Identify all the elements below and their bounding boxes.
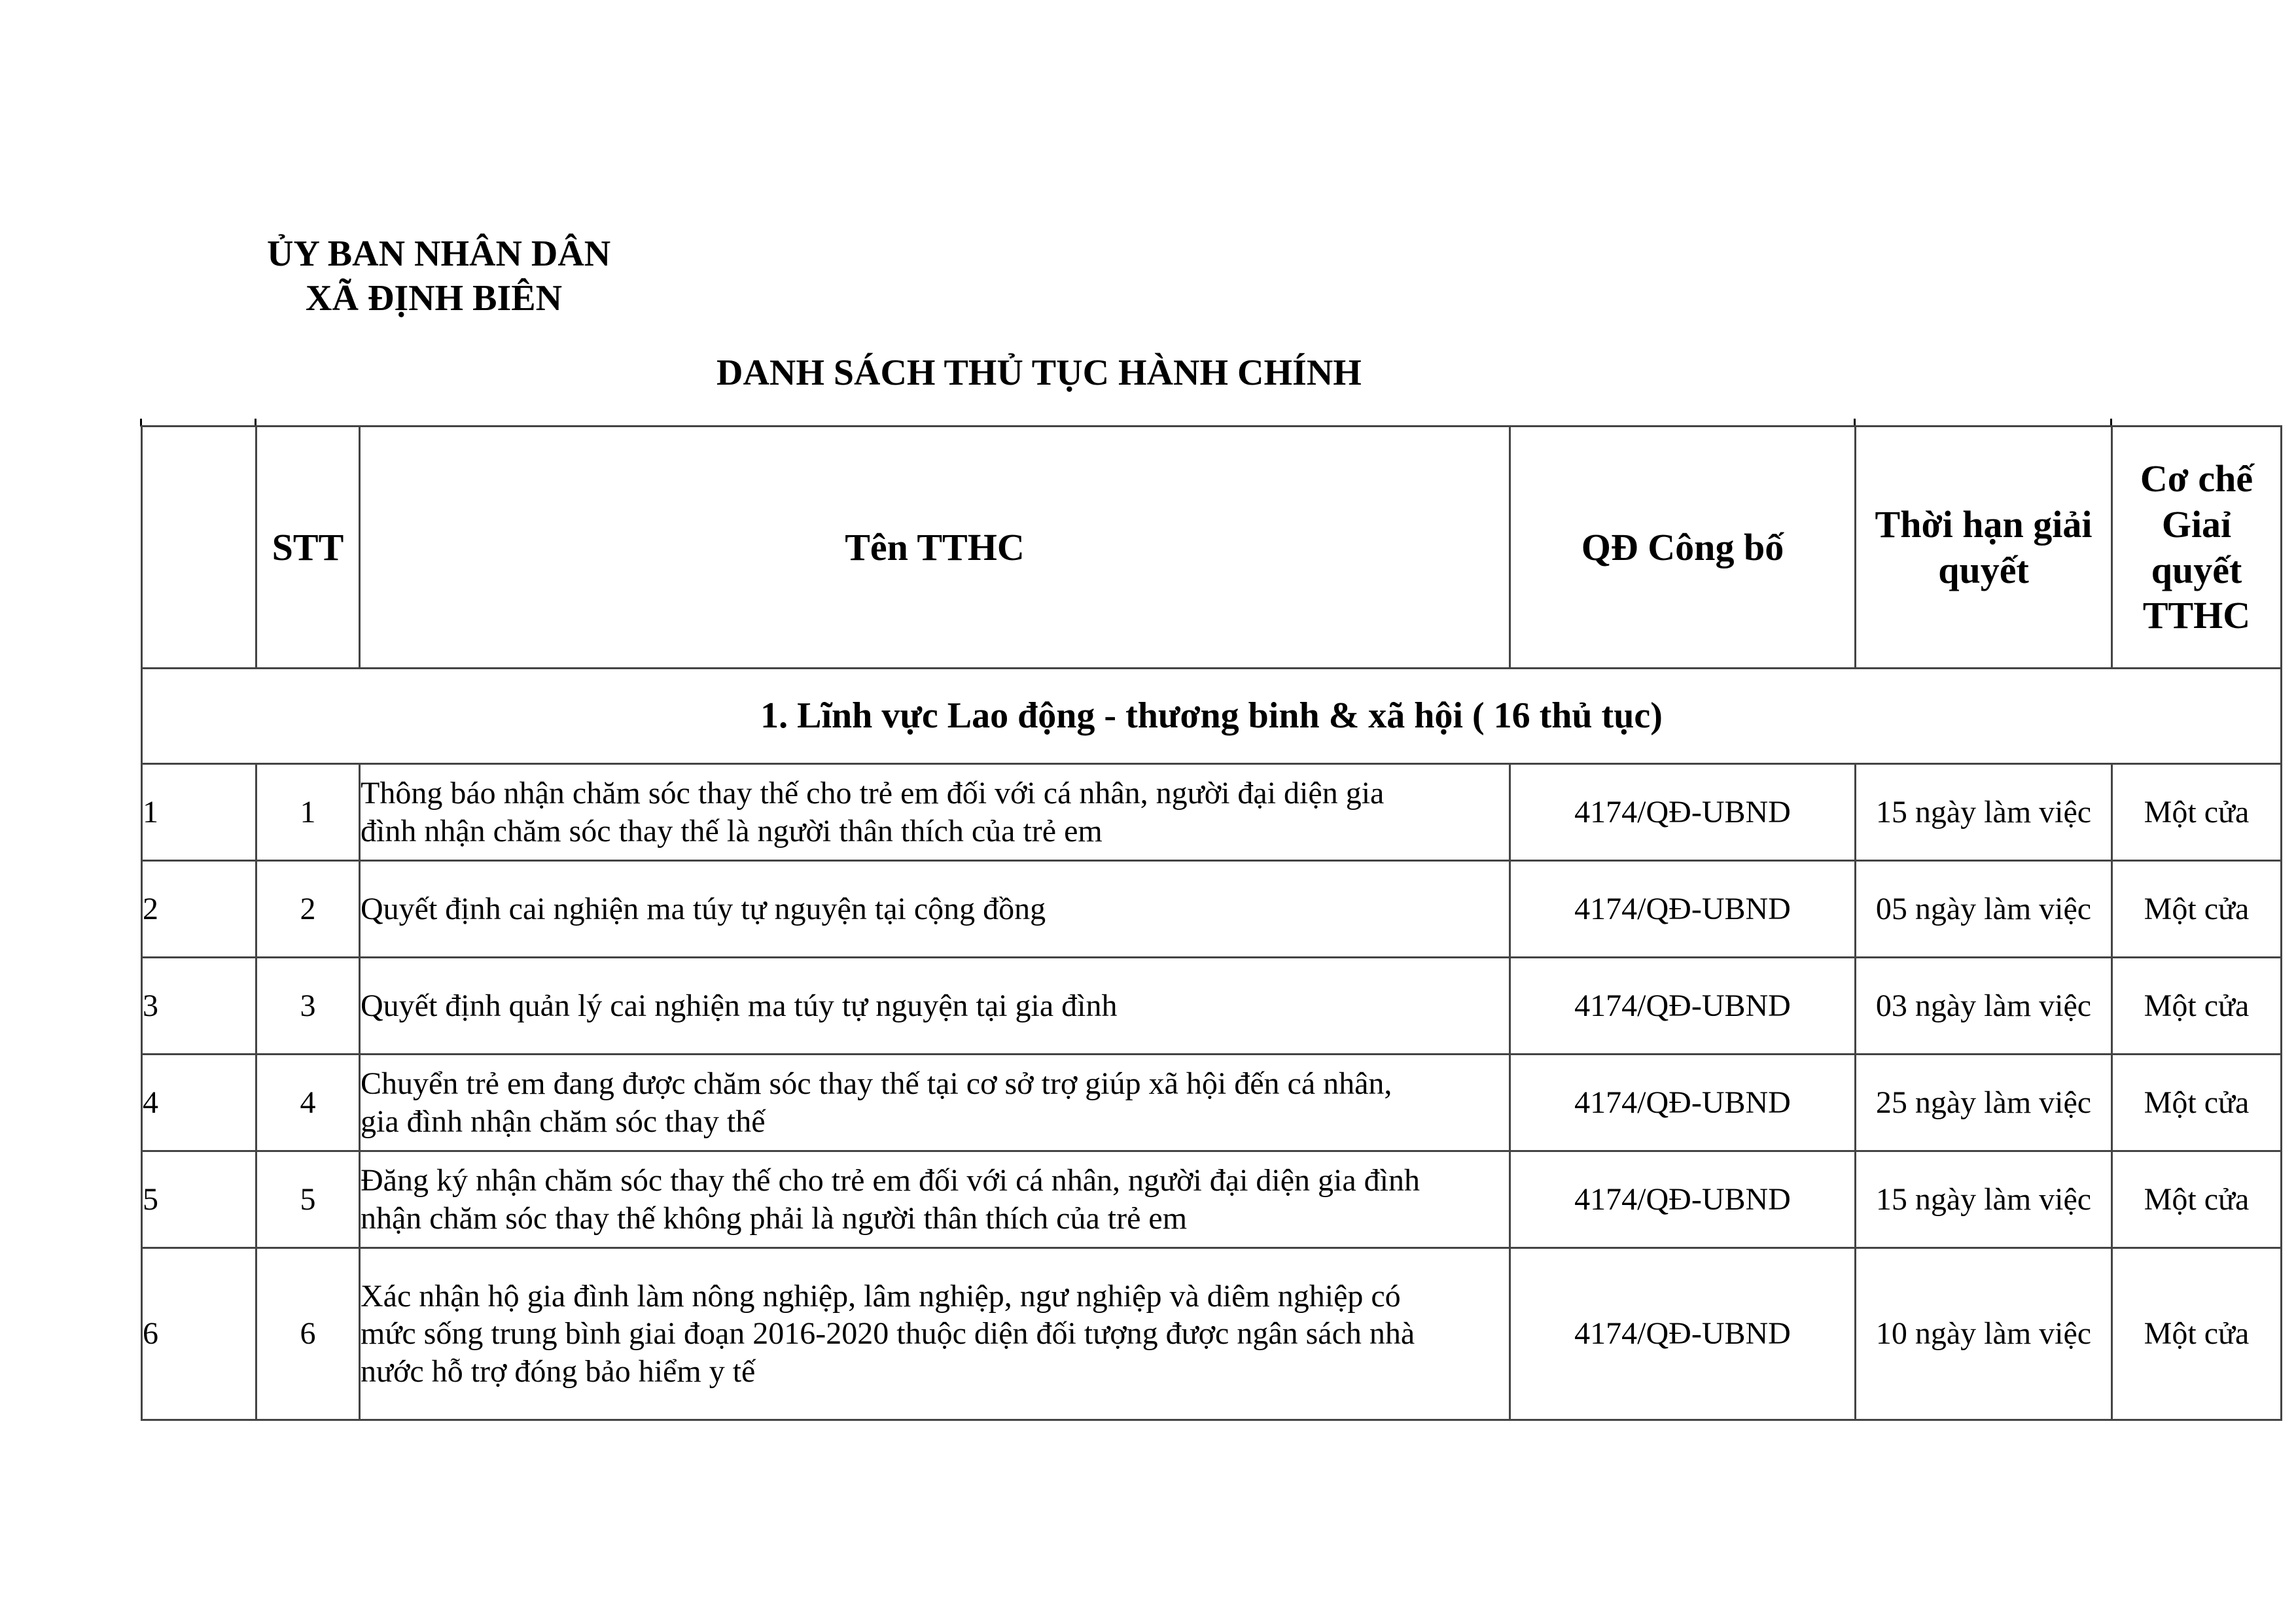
row-deadline: 05 ngày làm việc	[1856, 861, 2112, 958]
procedure-name-line: gia đình nhận chăm sóc thay thế	[361, 1104, 766, 1139]
table-row	[142, 1248, 2282, 1420]
procedure-name-line: mức sống trung bình giai đoạn 2016-2020 thuộc diện đối tượng được ngân sách nhà	[361, 1316, 1415, 1352]
row-index: 4	[142, 1055, 256, 1151]
row-stt: 3	[256, 958, 360, 1055]
procedure-name-line: Xác nhận hộ gia đình làm nông nghiệp, lâm nghiệp, ngư nghiệp và diêm nghiệp có	[361, 1278, 1401, 1314]
organization-name: ỦY BAN NHÂN DÂN	[267, 234, 611, 274]
header-mechanism-line: Cơ chế	[2140, 457, 2253, 500]
row-mechanism: Một cửa	[2112, 764, 2282, 861]
header-name: Tên TTHC	[360, 427, 1510, 669]
table-row	[142, 764, 2282, 861]
row-decision: 4174/QĐ-UBND	[1510, 1055, 1856, 1151]
procedure-name-line: đình nhận chăm sóc thay thế là người thân thích của trẻ em	[361, 813, 1103, 848]
row-procedure-name	[360, 1151, 1510, 1248]
header-decision: QĐ Công bố	[1510, 427, 1856, 669]
procedure-name-line: Quyết định cai nghiện ma túy tự nguyện tại cộng đồng	[361, 891, 1046, 926]
row-procedure-name	[360, 958, 1510, 1055]
row-index: 6	[142, 1248, 256, 1420]
header-stt: STT	[256, 427, 360, 669]
row-stt: 6	[256, 1248, 360, 1420]
procedure-name-line: Thông báo nhận chăm sóc thay thế cho trẻ em đối với cá nhân, người đại diện gia	[361, 775, 1385, 811]
row-mechanism: Một cửa	[2112, 1248, 2282, 1420]
row-index: 1	[142, 764, 256, 861]
row-deadline: 10 ngày làm việc	[1856, 1248, 2112, 1420]
row-decision: 4174/QĐ-UBND	[1510, 958, 1856, 1055]
table-row	[142, 1151, 2282, 1248]
row-decision: 4174/QĐ-UBND	[1510, 861, 1856, 958]
header-mechanism	[2112, 427, 2282, 669]
procedure-name-line: Chuyển trẻ em đang được chăm sóc thay thế tại cơ sở trợ giúp xã hội đến cá nhân,	[361, 1066, 1392, 1101]
procedure-name-line: Đăng ký nhận chăm sóc thay thế cho trẻ em đối với cá nhân, người đại diện gia đình	[361, 1162, 1421, 1198]
table-row	[142, 958, 2282, 1055]
header-deadline-line: quyết	[1938, 548, 2029, 591]
row-stt: 2	[256, 861, 360, 958]
procedures-table	[141, 425, 2282, 1421]
table-row	[142, 1055, 2282, 1151]
row-index: 5	[142, 1151, 256, 1248]
row-deadline: 25 ngày làm việc	[1856, 1055, 2112, 1151]
procedure-name-line: nước hỗ trợ đóng bảo hiểm y tế	[361, 1353, 756, 1389]
row-index: 2	[142, 861, 256, 958]
header-mechanism-line: TTHC	[2142, 594, 2251, 637]
table-header-row	[142, 427, 2282, 669]
row-decision: 4174/QĐ-UBND	[1510, 1151, 1856, 1248]
table-row	[142, 861, 2282, 958]
section-row	[142, 669, 2282, 764]
header-deadline-line: Thời hạn giải	[1875, 502, 2093, 546]
header-blank-cell	[142, 427, 256, 669]
row-decision: 4174/QĐ-UBND	[1510, 764, 1856, 861]
header-deadline	[1856, 427, 2112, 669]
row-stt: 5	[256, 1151, 360, 1248]
row-decision: 4174/QĐ-UBND	[1510, 1248, 1856, 1420]
row-deadline: 15 ngày làm việc	[1856, 764, 2112, 861]
row-index: 3	[142, 958, 256, 1055]
procedure-name-line: Quyết định quản lý cai nghiện ma túy tự nguyện tại gia đình	[361, 988, 1118, 1023]
row-mechanism: Một cửa	[2112, 958, 2282, 1055]
header-mechanism-line: Giaỉ	[2161, 502, 2232, 546]
row-procedure-name	[360, 1248, 1510, 1420]
row-deadline: 15 ngày làm việc	[1856, 1151, 2112, 1248]
row-mechanism: Một cửa	[2112, 1055, 2282, 1151]
row-mechanism: Một cửa	[2112, 1151, 2282, 1248]
procedure-name-line: nhận chăm sóc thay thế không phải là người thân thích của trẻ em	[361, 1200, 1188, 1236]
row-procedure-name	[360, 764, 1510, 861]
document-title: DANH SÁCH THỦ TỤC HÀNH CHÍNH	[716, 353, 1362, 393]
row-procedure-name	[360, 861, 1510, 958]
row-mechanism: Một cửa	[2112, 861, 2282, 958]
row-deadline: 03 ngày làm việc	[1856, 958, 2112, 1055]
row-stt: 4	[256, 1055, 360, 1151]
header-mechanism-line: quyết	[2151, 548, 2242, 591]
row-procedure-name	[360, 1055, 1510, 1151]
commune-name: XÃ ĐỊNH BIÊN	[306, 278, 563, 319]
row-stt: 1	[256, 764, 360, 861]
section-title: 1. Lĩnh vực Lao động - thương binh & xã hội ( 16 thủ tục)	[142, 669, 2282, 764]
